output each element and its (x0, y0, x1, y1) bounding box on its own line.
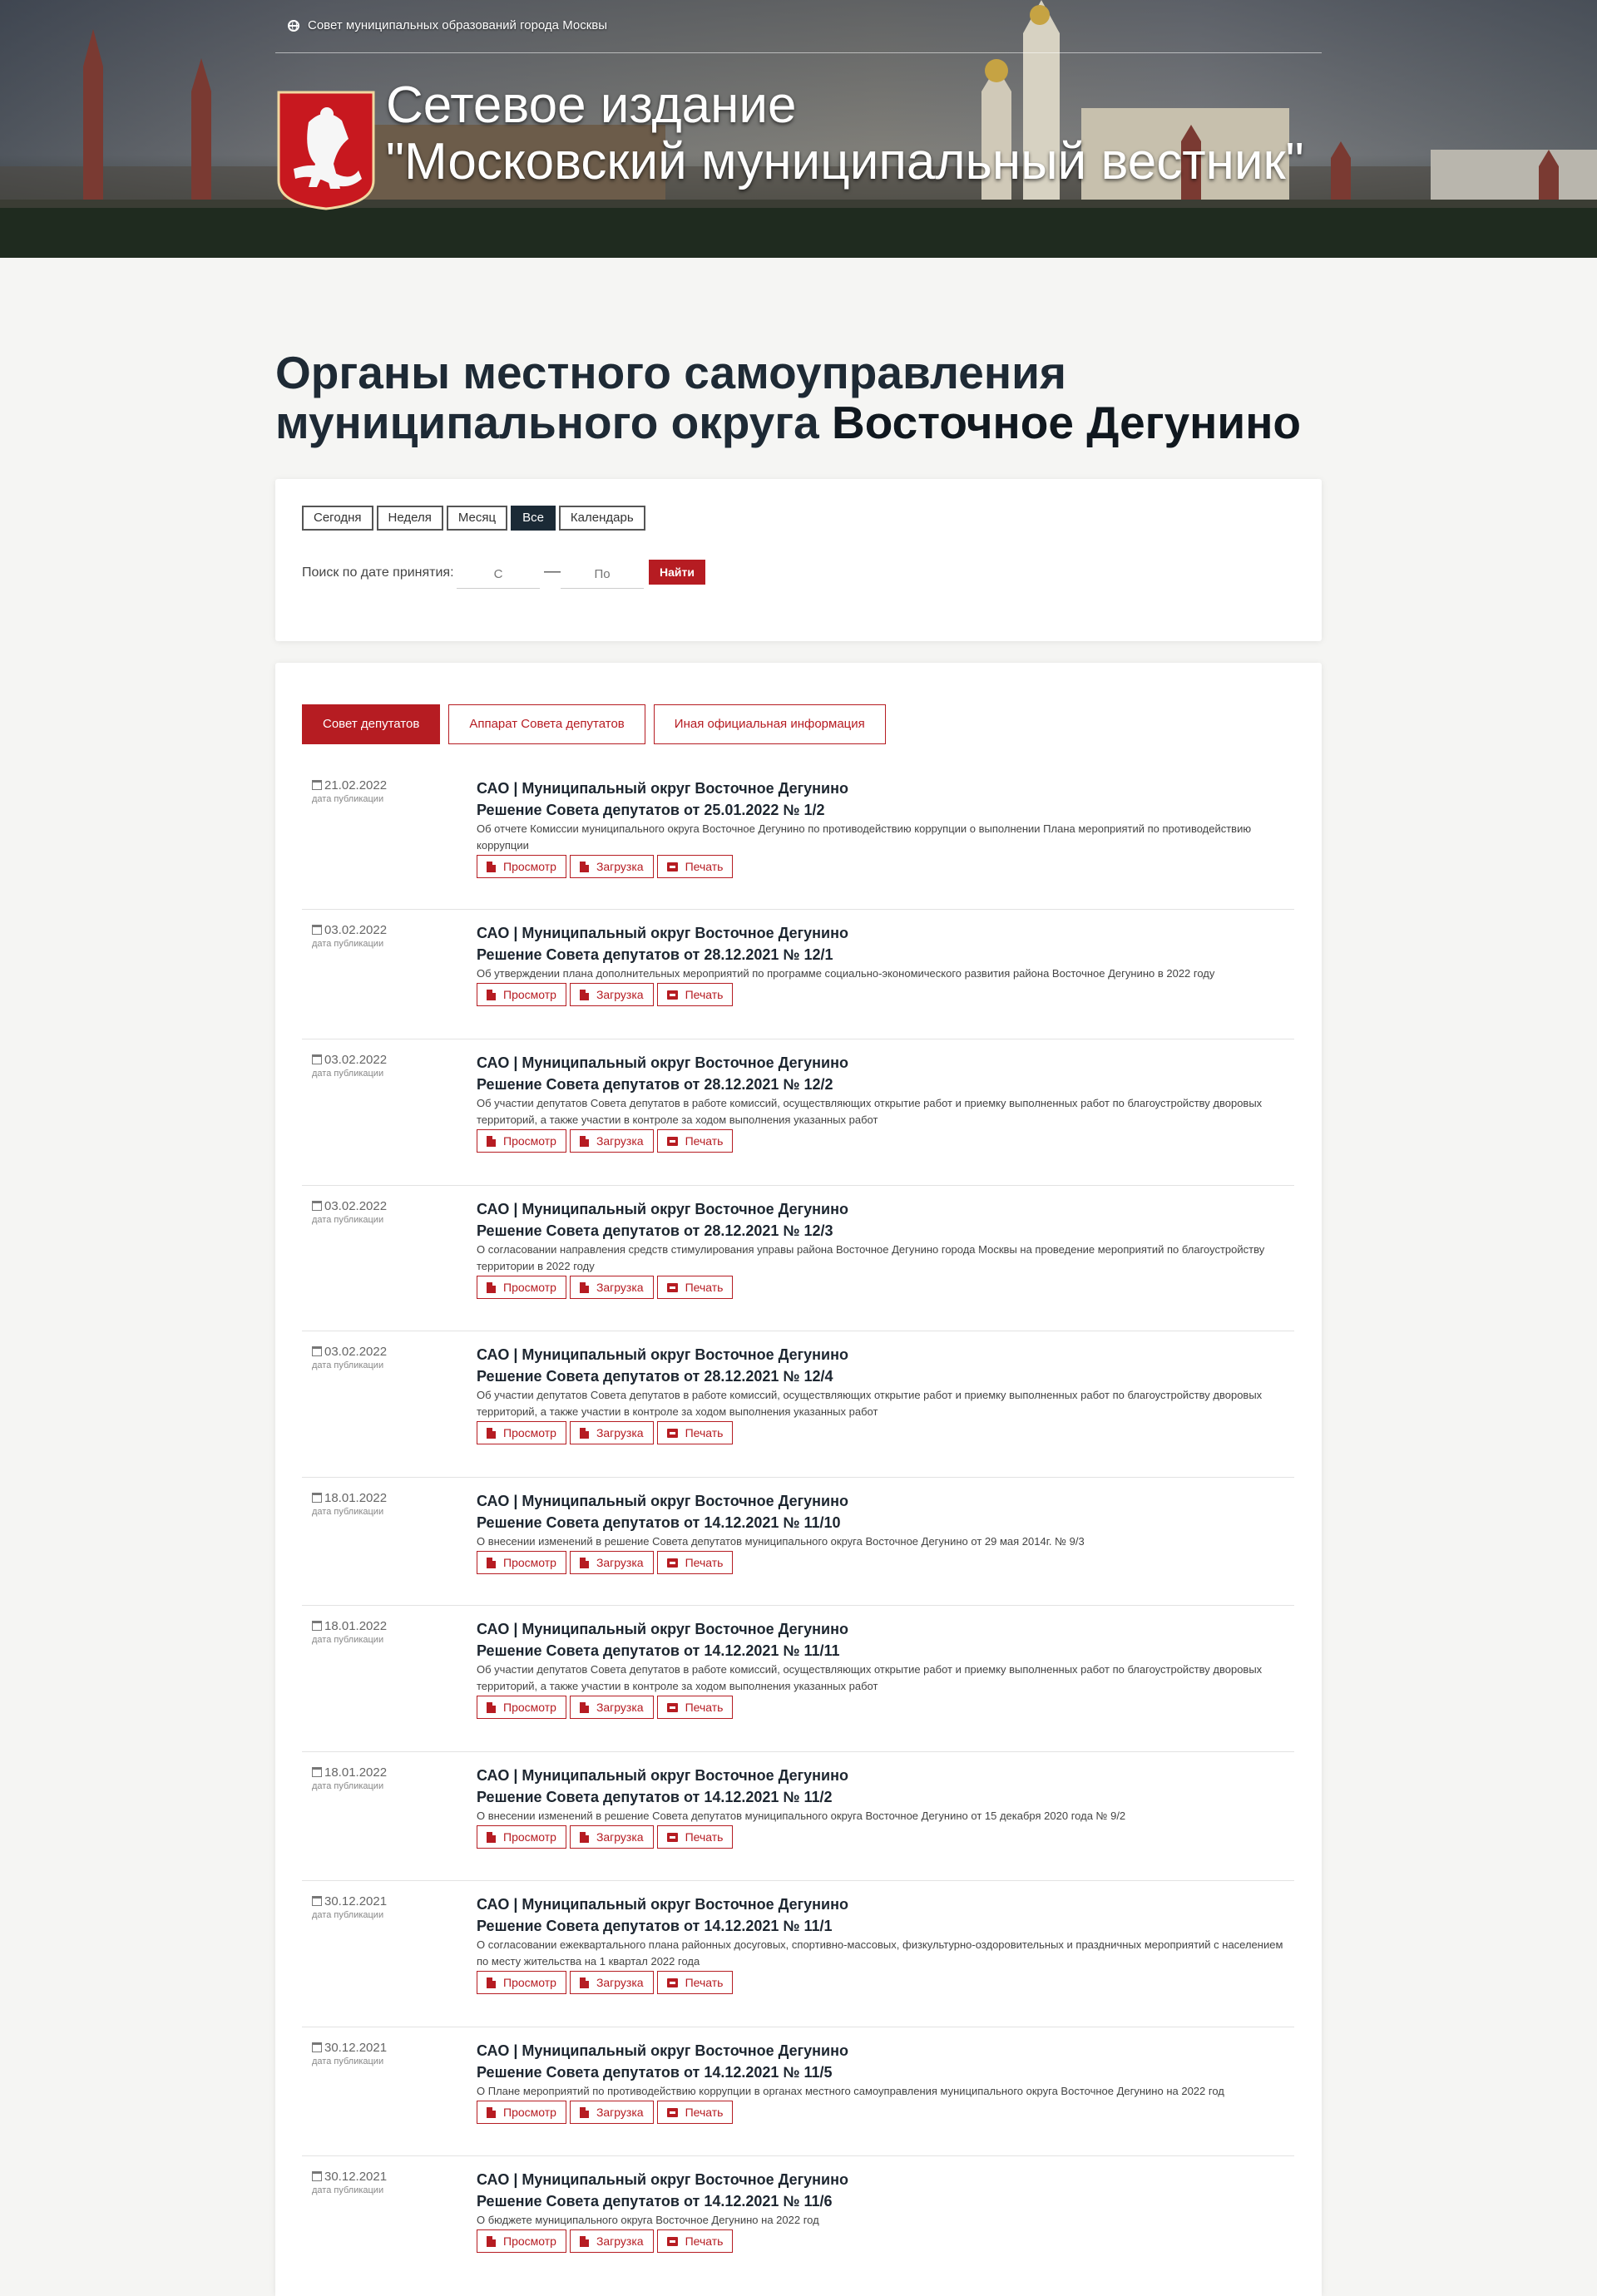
document-title[interactable]: Решение Совета депутатов от 25.01.2022 № 1/2 (477, 802, 825, 818)
view-button[interactable] (477, 1276, 566, 1299)
tab-other-official-info[interactable]: Иная официальная информация (654, 704, 886, 744)
calendar-icon (312, 1054, 322, 1064)
publication-date-caption: дата публикации (312, 1360, 384, 1370)
view-button[interactable] (477, 1696, 566, 1719)
publication-date-caption: дата публикации (312, 939, 384, 949)
globe-icon (288, 20, 299, 32)
document-organization[interactable]: САО | Муниципальный округ Восточное Дегунино (477, 1767, 848, 1784)
print-button[interactable] (657, 1421, 734, 1444)
document-title[interactable]: Решение Совета депутатов от 28.12.2021 № 12/1 (477, 946, 833, 963)
period-all-button[interactable]: Все (511, 506, 556, 531)
publication-date-block (312, 1345, 387, 1370)
filter-panel (275, 479, 1322, 641)
document-body (477, 1198, 1292, 1299)
publication-date-block (312, 1765, 387, 1791)
publication-date-caption: дата публикации (312, 1507, 384, 1517)
document-list-item (302, 1039, 1294, 1186)
publication-date: 30.12.2021 (324, 1894, 388, 1908)
document-body (477, 922, 1292, 1006)
print-button[interactable] (657, 2229, 734, 2253)
document-actions (477, 1551, 1292, 1574)
publication-date-block (312, 778, 387, 804)
calendar-icon (312, 780, 322, 790)
document-body (477, 778, 1292, 878)
printer-icon (667, 2237, 678, 2246)
print-button[interactable] (657, 1971, 734, 1994)
document-organization[interactable]: САО | Муниципальный округ Восточное Дегунино (477, 1054, 848, 1071)
file-download-icon (580, 862, 589, 872)
view-button-label: Просмотр (503, 860, 556, 873)
download-button[interactable] (570, 855, 654, 878)
file-download-icon (580, 1558, 589, 1568)
print-button[interactable] (657, 1696, 734, 1719)
tab-council-apparatus[interactable]: Аппарат Совета депутатов (448, 704, 645, 744)
document-title[interactable]: Решение Совета депутатов от 14.12.2021 № 11/10 (477, 1514, 841, 1531)
print-button-label: Печать (685, 988, 724, 1001)
site-title-line2: "Московский муниципальный вестник" (386, 133, 1304, 190)
document-organization[interactable]: САО | Муниципальный округ Восточное Дегунино (477, 780, 848, 797)
print-button-label: Печать (685, 1830, 724, 1844)
period-today-button[interactable]: Сегодня (302, 506, 373, 531)
publication-date: 21.02.2022 (324, 778, 388, 792)
print-button[interactable] (657, 1276, 734, 1299)
document-organization[interactable]: САО | Муниципальный округ Восточное Дегунино (477, 2042, 848, 2059)
print-button-label: Печать (685, 1701, 724, 1714)
calendar-icon (312, 1201, 322, 1211)
publication-date-block (312, 1619, 387, 1645)
document-description: Об участии депутатов Совета депутатов в работе комиссий, осуществляющих открытие работ и приемку выполненных работ по благоустройству дворовых территорий, а также участии в контроле за ходом выполнения указанных работ (477, 1663, 1263, 1692)
document-description: О Плане мероприятий по противодействию коррупции в органах местного самоуправления муниципального округа Восточное Дегунино на 2022 год (477, 2085, 1224, 2097)
document-title[interactable]: Решение Совета депутатов от 14.12.2021 № 11/6 (477, 2193, 833, 2210)
document-organization[interactable]: САО | Муниципальный округ Восточное Дегунино (477, 925, 848, 941)
view-button-label: Просмотр (503, 1556, 556, 1569)
print-button-label: Печать (685, 860, 724, 873)
category-tabs (302, 704, 886, 744)
download-button-label: Загрузка (596, 860, 644, 873)
file-download-icon (580, 2107, 589, 2118)
print-button-label: Печать (685, 1976, 724, 1989)
publication-date-caption: дата публикации (312, 2185, 384, 2195)
view-button-label: Просмотр (503, 1426, 556, 1439)
document-list-item (302, 2156, 1294, 2296)
page-title-line1: Органы местного самоуправления (275, 347, 1066, 398)
download-button-label: Загрузка (596, 1976, 644, 1989)
view-button-label: Просмотр (503, 1701, 556, 1714)
printer-icon (667, 1833, 678, 1842)
print-button[interactable] (657, 1551, 734, 1574)
period-button-group (302, 506, 645, 531)
document-list-item (302, 910, 1294, 1039)
view-button[interactable] (477, 2229, 566, 2253)
printer-icon (667, 862, 678, 871)
view-button[interactable] (477, 1825, 566, 1849)
download-button-label: Загрузка (596, 1830, 644, 1844)
calendar-icon (312, 2171, 322, 2181)
download-button-label: Загрузка (596, 1134, 644, 1148)
find-button[interactable]: Найти (649, 560, 705, 585)
view-button[interactable] (477, 1551, 566, 1574)
document-organization[interactable]: САО | Муниципальный округ Восточное Дегунино (477, 1621, 848, 1637)
document-description: О бюджете муниципального округа Восточное Дегунино на 2022 год (477, 2214, 819, 2226)
printer-icon (667, 1283, 678, 1292)
download-button-label: Загрузка (596, 2234, 644, 2248)
calendar-icon (312, 1493, 322, 1503)
view-button-label: Просмотр (503, 1976, 556, 1989)
document-actions (477, 855, 1292, 878)
calendar-icon (312, 1621, 322, 1631)
document-list-item (302, 2027, 1294, 2156)
view-button[interactable] (477, 855, 566, 878)
council-link[interactable]: Совет муниципальных образований города Москвы (308, 18, 608, 32)
publication-date-block (312, 1894, 387, 1920)
tab-council-deputies[interactable]: Совет депутатов (302, 704, 440, 744)
publication-date: 03.02.2022 (324, 1345, 388, 1359)
view-button-label: Просмотр (503, 2106, 556, 2119)
pdf-file-icon (487, 990, 496, 1000)
page-title-prefix: муниципального округа (275, 397, 819, 448)
document-actions (477, 1696, 1292, 1719)
document-description: О согласовании ежеквартального плана районных досуговых, спортивно-массовых, физкультурно-оздоровительных и праздничных мероприятий с населением по месту жительства на 1 квартал 2022 года (477, 1938, 1283, 1968)
publication-date-block (312, 2041, 387, 2066)
publication-date-block (312, 1491, 387, 1517)
pdf-file-icon (487, 1136, 496, 1147)
publication-date: 18.01.2022 (324, 1765, 388, 1780)
document-description: О внесении изменений в решение Совета депутатов муниципального округа Восточное Дегунино от 29 мая 2014г. № 9/3 (477, 1535, 1085, 1548)
document-body (477, 1052, 1292, 1153)
pdf-file-icon (487, 1978, 496, 1988)
print-button-label: Печать (685, 1426, 724, 1439)
pdf-file-icon (487, 2107, 496, 2118)
document-body (477, 1618, 1292, 1719)
calendar-icon (312, 1346, 322, 1356)
period-month-button[interactable]: Месяц (447, 506, 507, 531)
publication-date: 03.02.2022 (324, 923, 388, 937)
view-button[interactable] (477, 2101, 566, 2124)
file-download-icon (580, 1282, 589, 1293)
publication-date: 30.12.2021 (324, 2170, 388, 2184)
document-description: О согласовании направления средств стимулирования управы района Восточное Дегунино города Москвы на проведение мероприятий по благоустройству территории в 2022 году (477, 1243, 1265, 1272)
document-title[interactable]: Решение Совета депутатов от 28.12.2021 № 12/2 (477, 1076, 833, 1093)
publication-date-block (312, 923, 387, 949)
print-button-label: Печать (685, 1556, 724, 1569)
view-button[interactable] (477, 1971, 566, 1994)
document-title[interactable]: Решение Совета депутатов от 14.12.2021 № 11/1 (477, 1918, 833, 1934)
download-button-label: Загрузка (596, 1701, 644, 1714)
header-inner (275, 0, 1322, 258)
document-list-item (302, 1881, 1294, 2027)
download-button[interactable] (570, 1421, 654, 1444)
document-body (477, 1894, 1292, 1994)
document-title[interactable]: Решение Совета депутатов от 28.12.2021 № 12/3 (477, 1222, 833, 1239)
printer-icon (667, 1558, 678, 1568)
publication-date-block (312, 1199, 387, 1225)
date-from-input[interactable] (457, 560, 540, 589)
document-description: Об участии депутатов Совета депутатов в работе комиссий, осуществляющих открытие работ и приемку выполненных работ по благоустройству дворовых территорий, а также участии в контроле за ходом выполнения указанных работ (477, 1389, 1263, 1418)
download-button-label: Загрузка (596, 1426, 644, 1439)
printer-icon (667, 1429, 678, 1438)
period-calendar-button[interactable]: Календарь (559, 506, 645, 531)
document-actions (477, 1971, 1292, 1994)
document-description: Об утверждении плана дополнительных мероприятий по программе социально-экономического развития района Восточное Дегунино в 2022 году (477, 967, 1215, 980)
publication-date: 03.02.2022 (324, 1053, 388, 1067)
printer-icon (667, 2108, 678, 2117)
document-actions (477, 1421, 1292, 1444)
file-download-icon (580, 990, 589, 1000)
date-search-label: Поиск по дате принятия: (302, 565, 454, 580)
view-button[interactable] (477, 1129, 566, 1153)
download-button[interactable] (570, 1696, 654, 1719)
calendar-icon (312, 1896, 322, 1906)
pdf-file-icon (487, 862, 496, 872)
print-button[interactable] (657, 1129, 734, 1153)
document-body (477, 2169, 1292, 2253)
document-body (477, 2040, 1292, 2124)
download-button-label: Загрузка (596, 1556, 644, 1569)
download-button[interactable] (570, 2101, 654, 2124)
view-button-label: Просмотр (503, 1134, 556, 1148)
page-title (275, 348, 1322, 447)
publication-date: 18.01.2022 (324, 1619, 388, 1633)
view-button[interactable] (477, 1421, 566, 1444)
date-range-dash: — (544, 562, 561, 580)
document-body (477, 1490, 1292, 1574)
publication-date-block (312, 1053, 387, 1079)
header-topline (275, 0, 1322, 53)
site-title[interactable] (386, 77, 1322, 190)
print-button[interactable] (657, 983, 734, 1006)
document-actions (477, 1129, 1292, 1153)
publication-date-caption: дата публикации (312, 1781, 384, 1791)
document-title[interactable]: Решение Совета депутатов от 14.12.2021 № 11/5 (477, 2064, 833, 2081)
document-organization[interactable]: САО | Муниципальный округ Восточное Дегунино (477, 1493, 848, 1509)
pdf-file-icon (487, 1428, 496, 1439)
download-button[interactable] (570, 1551, 654, 1574)
publication-date: 18.01.2022 (324, 1491, 388, 1505)
document-list-item (302, 765, 1294, 910)
file-download-icon (580, 2236, 589, 2247)
page-title-district: Восточное Дегунино (832, 397, 1302, 448)
download-button[interactable] (570, 1825, 654, 1849)
print-button-label: Печать (685, 1281, 724, 1294)
view-button-label: Просмотр (503, 2234, 556, 2248)
document-organization[interactable]: САО | Муниципальный округ Восточное Дегунино (477, 1201, 848, 1217)
documents-panel (275, 663, 1322, 2296)
calendar-icon (312, 1767, 322, 1777)
publication-date: 03.02.2022 (324, 1199, 388, 1213)
publication-date-caption: дата публикации (312, 1910, 384, 1920)
document-list-item (302, 1478, 1294, 1606)
download-button-label: Загрузка (596, 1281, 644, 1294)
printer-icon (667, 990, 678, 1000)
document-organization[interactable]: САО | Муниципальный округ Восточное Дегунино (477, 1346, 848, 1363)
document-organization[interactable]: САО | Муниципальный округ Восточное Дегунино (477, 2171, 848, 2188)
document-organization[interactable]: САО | Муниципальный округ Восточное Дегунино (477, 1896, 848, 1913)
print-button-label: Печать (685, 2106, 724, 2119)
document-actions (477, 1825, 1292, 1849)
site-header (0, 0, 1597, 258)
calendar-icon (312, 925, 322, 935)
view-button-label: Просмотр (503, 1281, 556, 1294)
publication-date-caption: дата публикации (312, 794, 384, 804)
publication-date: 30.12.2021 (324, 2041, 388, 2055)
publication-date-caption: дата публикации (312, 1215, 384, 1225)
publication-date-caption: дата публикации (312, 2057, 384, 2066)
pdf-file-icon (487, 1558, 496, 1568)
pdf-file-icon (487, 2236, 496, 2247)
site-title-line1: Сетевое издание (386, 77, 797, 134)
file-download-icon (580, 1978, 589, 1988)
download-button-label: Загрузка (596, 2106, 644, 2119)
print-button[interactable] (657, 2101, 734, 2124)
document-actions (477, 983, 1292, 1006)
download-button[interactable] (570, 1971, 654, 1994)
view-button-label: Просмотр (503, 988, 556, 1001)
print-button[interactable] (657, 855, 734, 878)
pdf-file-icon (487, 1282, 496, 1293)
publication-date-caption: дата публикации (312, 1635, 384, 1645)
file-download-icon (580, 1832, 589, 1843)
printer-icon (667, 1978, 678, 1987)
download-button[interactable] (570, 983, 654, 1006)
document-actions (477, 2229, 1292, 2253)
document-description: О внесении изменений в решение Совета депутатов муниципального округа Восточное Дегунино от 15 декабря 2020 года № 9/2 (477, 1810, 1126, 1822)
document-description: Об участии депутатов Совета депутатов в работе комиссий, осуществляющих открытие работ и приемку выполненных работ по благоустройству дворовых территорий, а также участии в контроле за ходом выполнения указанных работ (477, 1097, 1263, 1126)
document-list-item (302, 1186, 1294, 1331)
file-download-icon (580, 1702, 589, 1713)
download-button-label: Загрузка (596, 988, 644, 1001)
document-body (477, 1344, 1292, 1444)
publication-date-block (312, 2170, 387, 2195)
pdf-file-icon (487, 1832, 496, 1843)
document-actions (477, 2101, 1292, 2124)
view-button-label: Просмотр (503, 1830, 556, 1844)
print-button-label: Печать (685, 1134, 724, 1148)
publication-date-caption: дата публикации (312, 1069, 384, 1079)
document-body (477, 1765, 1292, 1849)
document-title[interactable]: Решение Совета депутатов от 14.12.2021 № 11/2 (477, 1789, 833, 1805)
document-list-item (302, 1331, 1294, 1478)
moscow-coat-of-arms-icon[interactable] (275, 89, 377, 210)
printer-icon (667, 1137, 678, 1146)
download-button[interactable] (570, 2229, 654, 2253)
document-title[interactable]: Решение Совета депутатов от 14.12.2021 № 11/11 (477, 1642, 840, 1659)
print-button[interactable] (657, 1825, 734, 1849)
download-button[interactable] (570, 1129, 654, 1153)
document-list-item (302, 1752, 1294, 1881)
printer-icon (667, 1703, 678, 1712)
document-list-item (302, 1606, 1294, 1752)
document-title[interactable]: Решение Совета депутатов от 28.12.2021 № 12/4 (477, 1368, 833, 1385)
pdf-file-icon (487, 1702, 496, 1713)
print-button-label: Печать (685, 2234, 724, 2248)
document-actions (477, 1276, 1292, 1299)
file-download-icon (580, 1428, 589, 1439)
date-to-input[interactable] (561, 560, 644, 589)
calendar-icon (312, 2042, 322, 2052)
period-week-button[interactable]: Неделя (377, 506, 443, 531)
file-download-icon (580, 1136, 589, 1147)
download-button[interactable] (570, 1276, 654, 1299)
document-description: Об отчете Комиссии муниципального округа Восточное Дегунино по противодействию коррупции о выполнении Плана мероприятий по противодействию коррупции (477, 822, 1252, 852)
view-button[interactable] (477, 983, 566, 1006)
